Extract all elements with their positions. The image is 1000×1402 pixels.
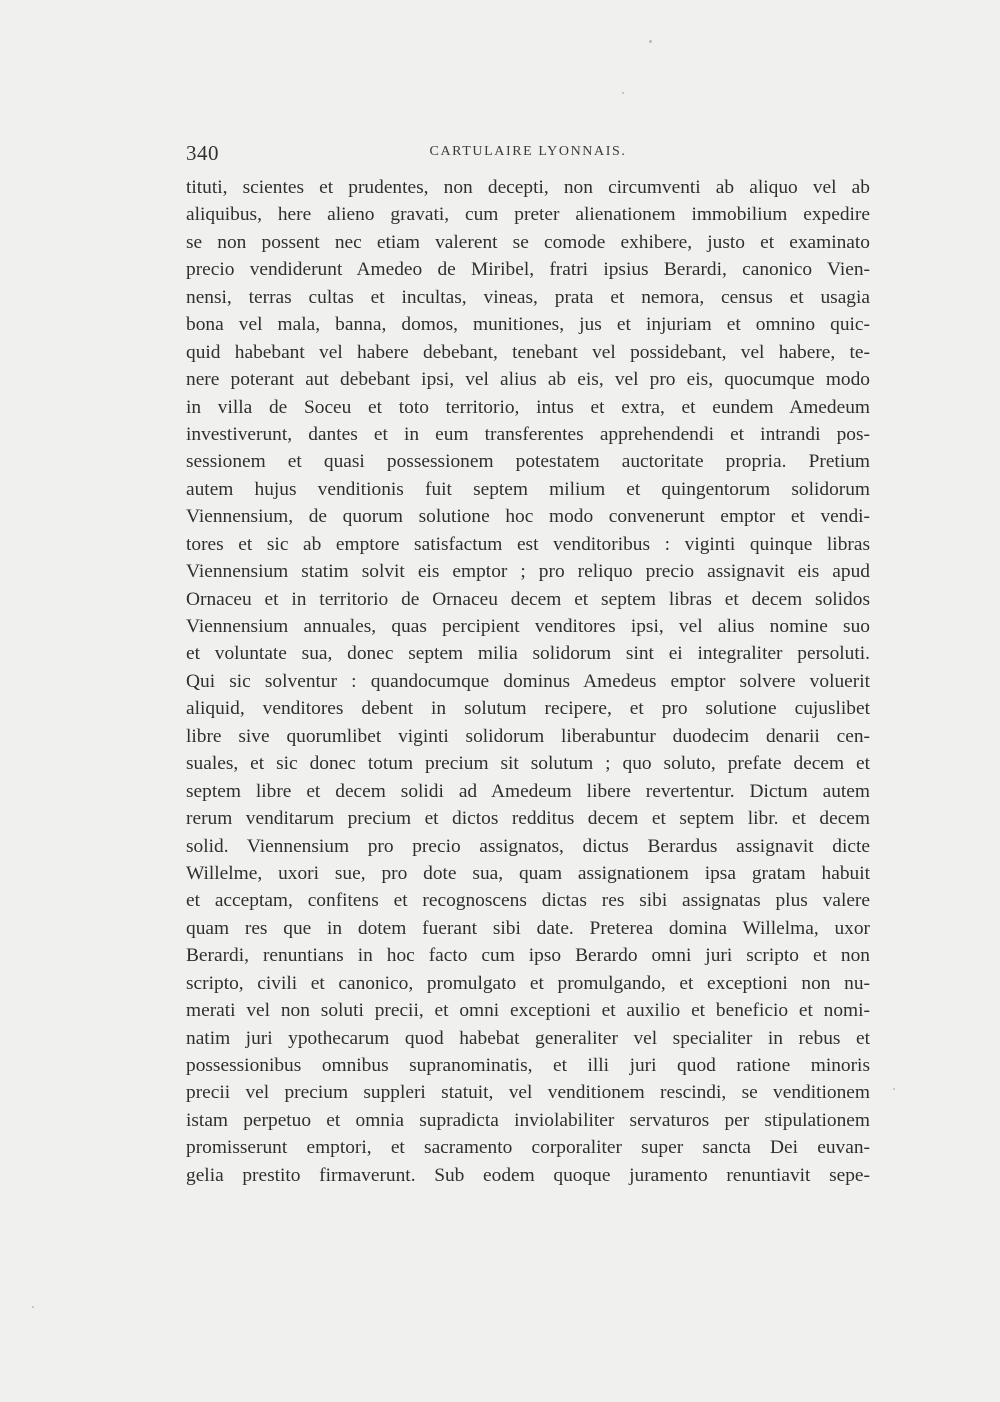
paper-speck	[622, 92, 624, 94]
text-line: bona vel mala, banna, domos, munitiones, jus et injuriam et omnino quic-	[186, 314, 870, 336]
page-header	[186, 141, 870, 167]
text-line: Viennensium statim solvit eis emptor ; pro reliquo precio assignavit eis apud	[186, 561, 870, 583]
text-line: merati vel non soluti precii, et omni exceptioni et auxilio et beneficio et nomi-	[186, 1000, 870, 1022]
text-line: sessionem et quasi possessionem potestatem auctoritate propria. Pretium	[186, 451, 870, 473]
text-line: et voluntate sua, donec septem milia solidorum sint ei integraliter persoluti.	[186, 643, 870, 665]
text-line: gelia prestito firmaverunt. Sub eodem quoque juramento renuntiavit sepe-	[186, 1164, 870, 1186]
text-line: possessionibus omnibus supranominatis, et illi juri quod ratione minoris	[186, 1055, 870, 1076]
text-line: scripto, civili et canonico, promulgato et promulgando, et exceptioni non nu-	[186, 972, 870, 994]
text-line: nensi, terras cultas et incultas, vineas, prata et nemora, census et usagia	[186, 286, 870, 308]
text-line: in villa de Soceu et toto territorio, intus et extra, et eundem Amedeum	[186, 396, 870, 418]
text-line: solid. Viennensium pro precio assignatos, dictus Berardus assignavit dicte	[186, 835, 870, 857]
text-line: tores et sic ab emptore satisfactum est venditoribus : viginti quinque libras	[186, 533, 870, 555]
paper-speck	[893, 1088, 895, 1090]
text-line: se non possent nec etiam valerent se comode exhibere, justo et examinato	[186, 231, 870, 253]
text-line: precio vendiderunt Amedeo de Miribel, fratri ipsius Berardi, canonico Vien-	[186, 259, 870, 281]
text-line: promisserunt emptori, et sacramento corporaliter super sancta Dei euvan-	[186, 1137, 870, 1159]
page-number: 340	[186, 141, 219, 165]
text-line: et acceptam, confitens et recognoscens dictas res sibi assignatas plus valere	[186, 890, 870, 912]
text-line: suales, et sic donec totum precium sit solutum ; quo soluto, prefate decem et	[186, 753, 870, 775]
text-line: tituti, scientes et prudentes, non decepti, non circumventi ab aliquo vel ab	[186, 177, 870, 198]
running-title: CARTULAIRE LYONNAIS.	[429, 144, 627, 159]
text-line: septem libre et decem solidi ad Amedeum libere revertentur. Dictum autem	[186, 780, 870, 802]
text-line: aliquibus, here alieno gravati, cum preter alienationem immobilium expedire	[186, 204, 870, 226]
text-line: quam res que in dotem fuerant sibi date. Preterea domina Willelma, uxor	[186, 917, 870, 939]
text-line: nere poterant aut debebant ipsi, vel alius ab eis, vel pro eis, quocumque modo	[186, 369, 870, 391]
text-line: precii vel precium suppleri statuit, vel venditionem rescindi, se venditionem	[186, 1082, 870, 1104]
text-line: aliquid, venditores debent in solutum recipere, et pro solutione cujuslibet	[186, 698, 870, 720]
text-line: rerum venditarum precium et dictos redditus decem et septem libr. et decem	[186, 808, 870, 830]
text-line: libre sive quorumlibet viginti solidorum liberabuntur duodecim denarii cen-	[186, 725, 870, 747]
text-line: Willelme, uxori sue, pro dote sua, quam assignationem ipsa gratam habuit	[186, 862, 870, 884]
text-line: istam perpetuo et omnia supradicta inviolabiliter servaturos per stipulationem	[186, 1109, 870, 1131]
paper-speck	[649, 40, 652, 43]
text-line: Qui sic solventur : quandocumque dominus Amedeus emptor solvere voluerit	[186, 670, 870, 692]
text-line: Viennensium annuales, quas percipient venditores ipsi, vel alius nomine suo	[186, 616, 870, 637]
text-line: Berardi, renuntians in hoc facto cum ipso Berardo omni juri scripto et non	[186, 945, 870, 967]
text-line: quid habebant vel habere debebant, tenebant vel possidebant, vel habere, te-	[186, 341, 870, 363]
text-line: Viennensium, de quorum solutione hoc modo convenerunt emptor et vendi-	[186, 506, 870, 528]
paper-speck	[32, 1306, 34, 1308]
text-line: natim juri ypothecarum quod habebat generaliter vel specialiter in rebus et	[186, 1027, 870, 1049]
body-text	[186, 174, 870, 1189]
text-line: Ornaceu et in territorio de Ornaceu decem et septem libras et decem solidos	[186, 588, 870, 610]
text-line: autem hujus venditionis fuit septem milium et quingentorum solidorum	[186, 478, 870, 500]
text-line: investiverunt, dantes et in eum transferentes apprehendendi et intrandi pos-	[186, 423, 870, 445]
